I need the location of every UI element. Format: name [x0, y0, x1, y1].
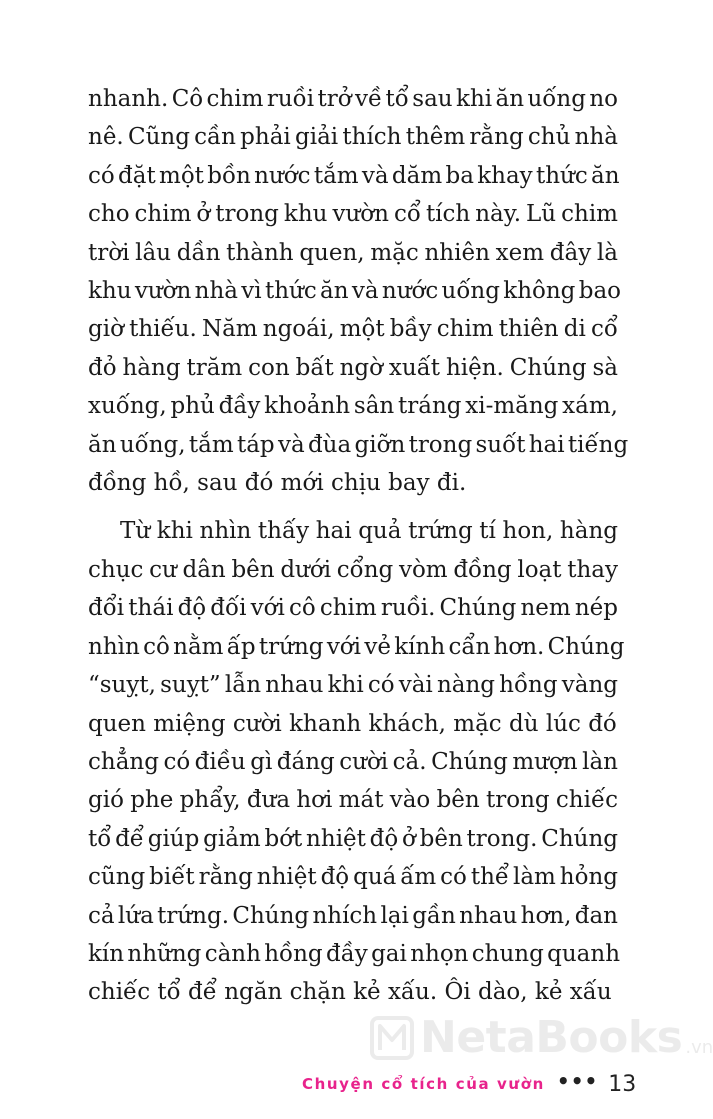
text-line: tổ để giúp giảm bớt nhiệt độ ở bên trong. Chúng [88, 825, 618, 852]
paragraph-2 [88, 512, 625, 1011]
text-line: nê. Cũng cần phải giải thích thêm rằng chủ nhà [88, 124, 618, 151]
text-line: cả lứa trứng. Chúng nhích lại gần nhau hơn, đan [88, 902, 618, 929]
text-line: có đặt một bồn nước tắm và dăm ba khay thức ăn [88, 162, 620, 189]
text-line: đỏ hàng trăm con bất ngờ xuất hiện. Chúng sà [88, 354, 618, 381]
footer-dots: ••• [556, 1069, 599, 1093]
text-line: gió phe phẩy, đưa hơi mát vào bên trong chiếc [88, 787, 618, 814]
text-line: cũng biết rằng nhiệt độ quá ấm có thể làm hỏng [88, 864, 618, 891]
paragraph-1 [88, 80, 629, 502]
text-line: kín những cành hồng đầy gai nhọn chung quanh [88, 940, 621, 967]
text-line: ăn uống, tắm táp và đùa giỡn trong suốt hai tiếng [88, 431, 629, 458]
text-line: trời lâu dần thành quen, mặc nhiên xem đây là [88, 239, 618, 266]
watermark-text: NetaBooks [420, 1012, 683, 1063]
text-line: xuống, phủ đầy khoảnh sân tráng xi-măng xám, [88, 393, 618, 420]
text-line: nhìn cô nằm ấp trứng với vẻ kính cẩn hơn. Chúng [88, 633, 625, 660]
text-line: Từ khi nhìn thấy hai quả trứng tí hon, hàng [120, 518, 618, 545]
text-line: giờ thiếu. Năm ngoái, một bầy chim thiên di cổ [88, 316, 618, 343]
text-line: cho chim ở trong khu vườn cổ tích này. Lũ chim [88, 201, 618, 228]
text-line: chẳng có điều gì đáng cười cả. Chúng mượn làn [88, 748, 618, 775]
watermark [368, 1012, 713, 1063]
text-line: đổi thái độ đối với cô chim ruồi. Chúng nem nép [88, 595, 618, 622]
text-line: khu vườn nhà vì thức ăn và nước uống không bao [88, 278, 622, 305]
watermark-suffix: .vn [685, 1037, 713, 1058]
text-line: nhanh. Cô chim ruồi trở về tổ sau khi ăn uống no [88, 86, 618, 112]
text-line: chục cư dân bên dưới cổng vòm đồng loạt thay [88, 556, 618, 583]
text-line: chiếc tổ để ngăn chặn kẻ xấu. Ôi dào, kẻ xấu [88, 979, 612, 1006]
page-number: 13 [608, 1071, 637, 1097]
text-line: “suỵt, suỵt” lẫn nhau khi có vài nàng hồng vàng [88, 672, 618, 699]
page-footer [302, 1067, 636, 1101]
text-line: quen miệng cười khanh khách, mặc dù lúc đó [88, 710, 617, 737]
body-text [88, 80, 629, 1012]
running-title: Chuyện cổ tích của vườn [302, 1075, 545, 1093]
text-line: đồng hồ, sau đó mới chịu bay đi. [88, 470, 467, 497]
book-logo-icon [368, 1014, 416, 1062]
